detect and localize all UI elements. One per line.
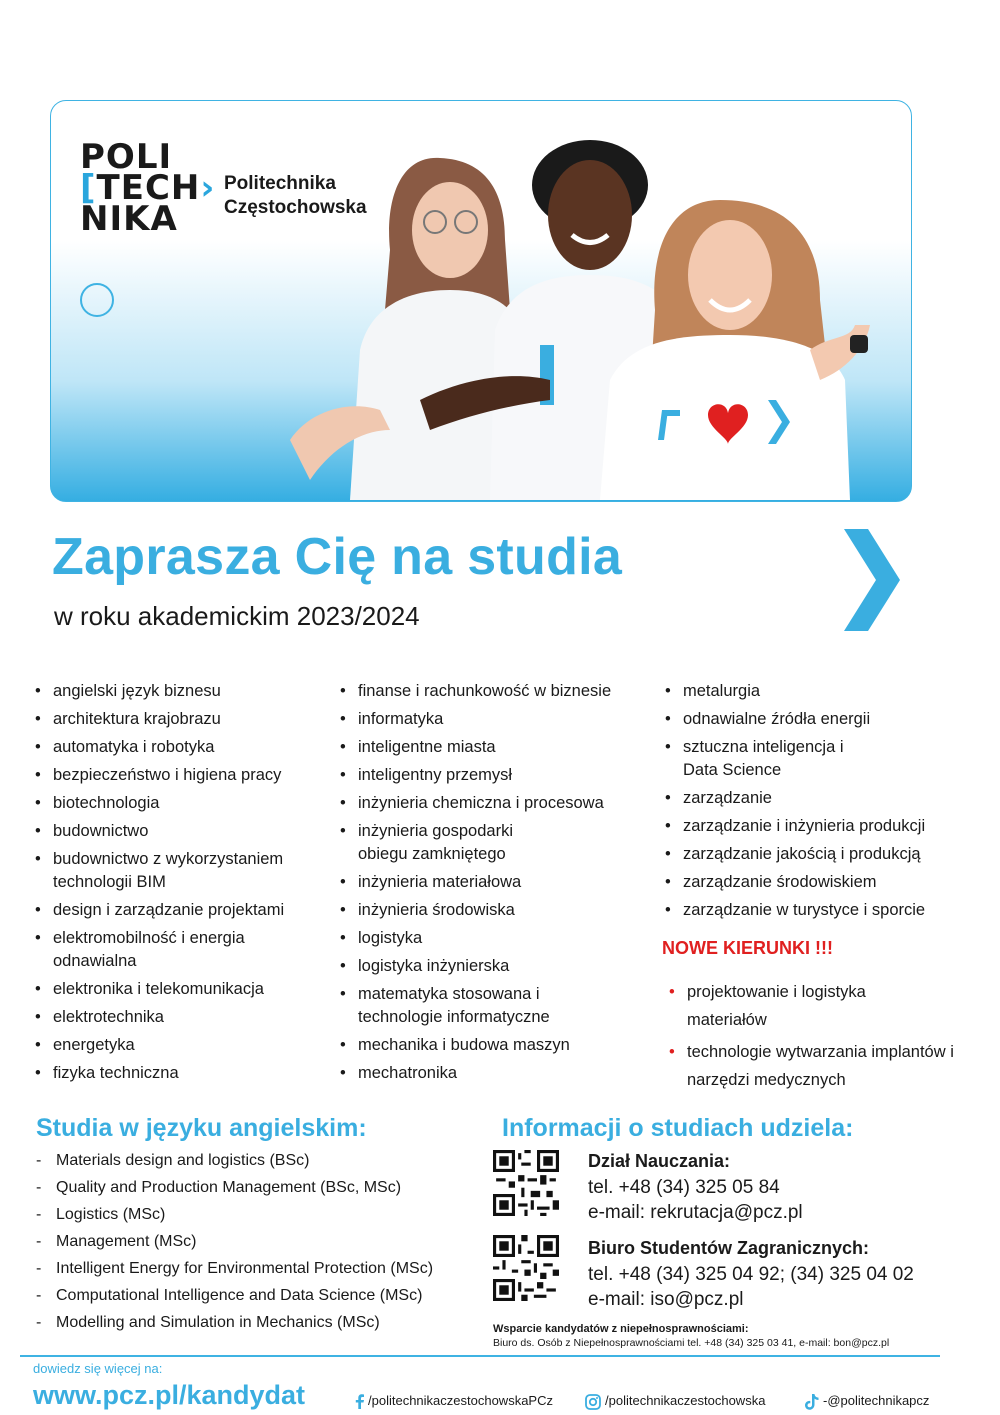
list-item: - Quality and Production Management (BSc, MSc) [36, 1178, 486, 1198]
list-item: • odnawialne źródła energii [663, 708, 983, 731]
list-item: - Intelligent Energy for Environmental Protection (MSc) [36, 1259, 486, 1279]
list-item: • zarządzanie jakością i produkcją [663, 843, 983, 866]
list-item: • projektowanie i logistyka materiałów [667, 978, 877, 1034]
list-item: • biotechnologia [33, 792, 333, 815]
university-name-line2: Częstochowska [224, 197, 367, 218]
list-item: • metalurgia [663, 680, 983, 703]
list-item: • inteligentne miasta [338, 736, 648, 759]
qr-code-icon[interactable] [493, 1150, 559, 1216]
list-item: - Logistics (MSc) [36, 1205, 486, 1225]
university-logo [80, 137, 220, 239]
list-item: • angielski język biznesu [33, 680, 333, 703]
decorative-circle [80, 283, 114, 317]
list-item: • logistyka [338, 927, 648, 950]
support-text: Biuro ds. Osób z Niepełnosprawnościami tel. +48 (34) 325 03 41, e-mail: bon@pcz.pl [493, 1337, 890, 1349]
list-item: • energetyka [33, 1034, 333, 1057]
facebook-handle: /politechnikaczestochowskaPCz [368, 1393, 553, 1408]
contact-block-1 [588, 1151, 803, 1224]
list-item: • bezpieczeństwo i higiena pracy [33, 764, 333, 787]
list-item: • logistyka inżynierska [338, 955, 648, 978]
contact-phone[interactable]: tel. +48 (34) 325 05 84 [588, 1177, 780, 1198]
list-item: • elektrotechnika [33, 1006, 333, 1029]
logo-line-2: [TECH› [80, 168, 216, 208]
facebook-link[interactable] [355, 1393, 553, 1409]
list-item: • finanse i rachunkowość w biznesie [338, 680, 648, 703]
logo-line-1: POLI [80, 137, 173, 177]
instagram-handle: /politechnikaczestochowska [605, 1393, 766, 1408]
footer-divider [20, 1355, 940, 1357]
facebook-icon [355, 1394, 364, 1409]
list-item: • inteligentny przemysł [338, 764, 648, 787]
tiktok-icon [805, 1394, 819, 1410]
list-item: • technologie wytwarzania implantów i narzędzi medycznych [667, 1038, 987, 1094]
list-item: • inżynieria gospodarki obiegu zamkniętego [338, 820, 558, 866]
list-item: • matematyka stosowana i technologie informatyczne [338, 983, 598, 1029]
list-item: • informatyka [338, 708, 648, 731]
contact-email[interactable]: e-mail: rekrutacja@pcz.pl [588, 1202, 803, 1223]
list-item: • fizyka techniczna [33, 1062, 333, 1085]
university-name-line1: Politechnika [224, 173, 336, 194]
list-item: • inżynieria środowiska [338, 899, 648, 922]
list-item: • zarządzanie [663, 787, 983, 810]
list-item: • zarządzanie i inżynieria produkcji [663, 815, 983, 838]
list-item: • zarządzanie środowiskiem [663, 871, 983, 894]
english-programs-list [36, 1151, 486, 1340]
programs-list-col2 [338, 680, 648, 1090]
page-subheadline: w roku akademickim 2023/2024 [54, 601, 420, 631]
new-programs-title: NOWE KIERUNKI !!! [662, 938, 833, 958]
tiktok-handle: -@politechnikapcz [823, 1393, 930, 1408]
qr-code-icon[interactable] [493, 1235, 559, 1301]
contact-block-2 [588, 1238, 914, 1311]
list-item: • zarządzanie w turystyce i sporcie [663, 899, 983, 922]
list-item: • mechanika i budowa maszyn [338, 1034, 648, 1057]
programs-list-col3 [663, 680, 983, 927]
instagram-link[interactable] [585, 1393, 765, 1410]
tiktok-link[interactable] [805, 1393, 929, 1410]
page-headline: Zaprasza Cię na studia [52, 528, 623, 586]
contact-name: Biuro Studentów Zagranicznych: [588, 1238, 870, 1258]
contact-phone[interactable]: tel. +48 (34) 325 04 92; (34) 325 04 02 [588, 1264, 914, 1285]
list-item: • design i zarządzanie projektami [33, 899, 333, 922]
list-item: • budownictwo z wykorzystaniem technologii BIM [33, 848, 313, 894]
list-item: • budownictwo [33, 820, 333, 843]
list-item: • mechatronika [338, 1062, 648, 1085]
list-item: • architektura krajobrazu [33, 708, 333, 731]
list-item: - Management (MSc) [36, 1232, 486, 1252]
students-photo [290, 110, 910, 500]
programs-list-col1 [33, 680, 333, 1090]
list-item: - Computational Intelligence and Data Science (MSc) [36, 1286, 486, 1306]
contact-email[interactable]: e-mail: iso@pcz.pl [588, 1289, 744, 1310]
contact-name: Dział Nauczania: [588, 1151, 731, 1171]
list-item: • elektromobilność i energia odnawialna [33, 927, 253, 973]
learn-more-label: dowiedz się więcej na: [33, 1361, 163, 1376]
list-item: • inżynieria chemiczna i procesowa [338, 792, 648, 815]
list-item: • sztuczna inteligencja i Data Science [663, 736, 873, 782]
new-programs-list [667, 978, 977, 1099]
student-right [600, 200, 870, 500]
chevron-right-icon [840, 527, 902, 633]
logo-line-3: NIKA [80, 199, 178, 239]
instagram-icon [585, 1394, 601, 1410]
english-programs-title: Studia w języku angielskim: [36, 1114, 367, 1142]
list-item: - Modelling and Simulation in Mechanics (MSc) [36, 1313, 486, 1333]
support-title: Wsparcie kandydatów z niepełnosprawnościami: [493, 1323, 749, 1335]
list-item: • inżynieria materiałowa [338, 871, 648, 894]
list-item: • elektronika i telekomunikacja [33, 978, 333, 1001]
list-item: - Materials design and logistics (BSc) [36, 1151, 486, 1171]
info-title: Informacji o studiach udziela: [502, 1114, 854, 1142]
list-item: • automatyka i robotyka [33, 736, 333, 759]
website-link[interactable]: www.pcz.pl/kandydat [33, 1380, 306, 1410]
